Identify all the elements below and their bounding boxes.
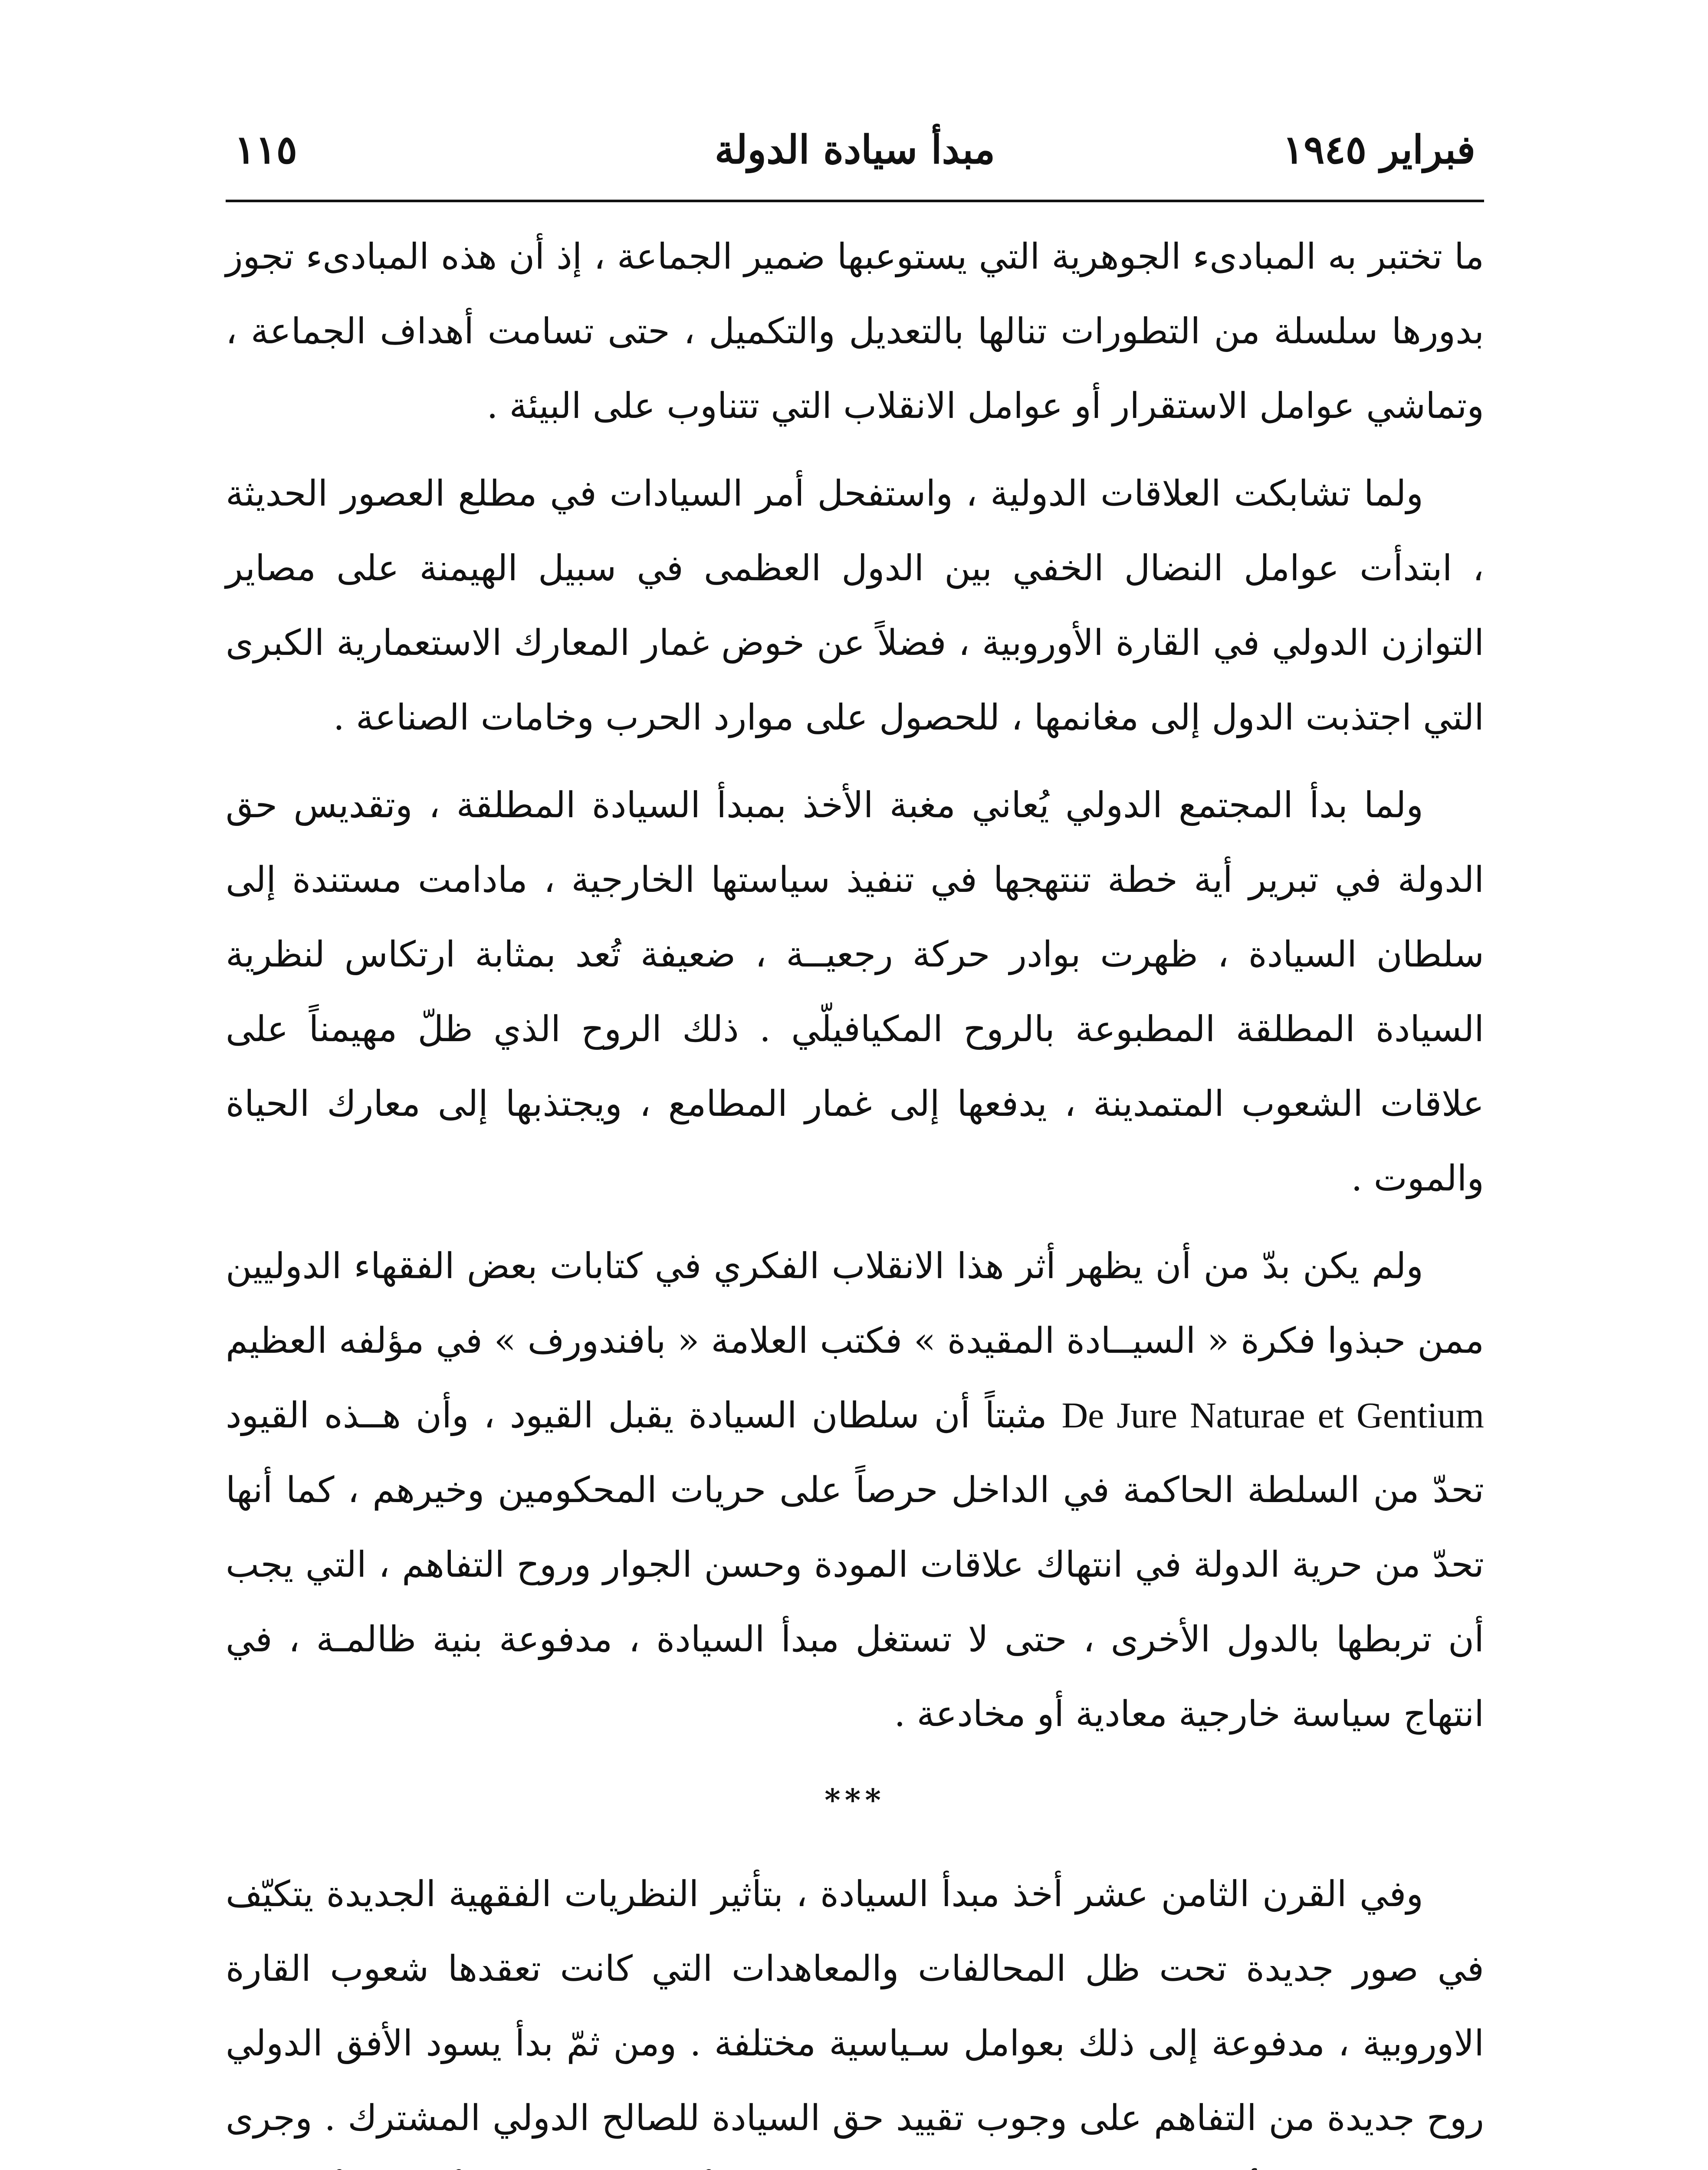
- section-separator: ***: [824, 1782, 885, 1818]
- paragraph-2: ولما تشابكت العلاقات الدولية ، واستفحل أمر السيادات في مطلع العصور الحديثة ، ابتدأت عوامل النضال الخفي بين الدول العظمى في سبيل الهيمنة على مصاير التوازن الدولي في القارة الأوروبية ، فضلاً عن خوض غمار المعارك الاستعمارية الكبرى التي اجتذبت الدول إلى مغانمها ، للحصول على موارد الحرب وخامات الصناعة .: [226, 473, 1484, 738]
- paragraph-1: ما تختبر به المبادىء الجوهرية التي يستوعبها ضمير الجماعة ، إذ أن هذه المبادىء تجوز بدورها سلسلة من التطورات تنالها بالتعديل والتكميل ، حتى تسامت أهداف الجماعة ، وتماشي عوامل الاستقرار أو عوامل الانقلاب التي تتناوب على البيئة .: [226, 236, 1484, 427]
- running-header: [226, 108, 1484, 191]
- paragraph-3: ولما بدأ المجتمع الدولي يُعاني مغبة الأخذ بمبدأ السيادة المطلقة ، وتقديس حق الدولة في تبرير أية خطة تنتهجها في تنفيذ سياستها الخارجية ، مادامت مستندة إلى سلطان السيادة ، ظهرت بوادر حركة رجعيــة ، ضعيفة تُعد بمثابة ارتكاس لنظرية السيادة المطلقة المطبوعة بالروح المكيافيلّي . ذلك الروح الذي ظلّ مهيمناً على علاقات الشعوب المتمدينة ، يدفعها إلى غمار المطامع ، ويجتذبها إلى معارك الحياة والموت .: [226, 785, 1484, 1199]
- header-date: فبراير ١٩٤٥: [1282, 127, 1475, 173]
- paragraph-4: [226, 1229, 1484, 1752]
- header-title: مبدأ سيادة الدولة: [714, 127, 995, 173]
- latin-book-title: De Jure Naturae et Gentium: [1061, 1395, 1484, 1436]
- paragraph-4-part-1: ولم يكن بدّ من أن يظهر أثر هذا الانقلاب الفكري في كتابات بعض الفقهاء الدوليين ممن حبذوا فكرة « السيــادة المقيدة » فكتب العلامة « بافندورف » في مؤلفه العظيم: [226, 1246, 1484, 1361]
- page-number: ١١٥: [234, 127, 298, 173]
- paragraph-5: وفي القرن الثامن عشر أخذ مبدأ السيادة ، بتأثير النظريات الفقهية الجديدة يتكيّف في صور جديدة تحت ظل المحالفات والمعاهدات التي كانت تعقدها شعوب القارة الاوروبية ، مدفوعة إلى ذلك بعوامل سـياسية مختلفة . ومن ثمّ بدأ يسود الأفق الدولي روح جديدة من التفاهم على وجوب تقييد حق السيادة للصالح الدولي المشترك . وجرى: [226, 1874, 1484, 2139]
- document-page: [226, 108, 1484, 2170]
- header-rule: [226, 200, 1484, 202]
- paragraph-4-part-2: مثبتاً أن سلطان السيادة يقبل القيود ، وأن هــذه القيود تحدّ من السلطة الحاكمة في الداخل حرصاً على حريات المحكومين وخيرهم ، كما أنها تحدّ من حرية الدولة في انتهاك علاقات المودة وحسن الجوار وروح التفاهم ، التي يجب أن تربطها بالدول الأخرى ، حتى لا تستغل مبدأ السيادة ، مدفوعة بنية ظالمـة ، في انتهاج سياسة خارجية معادية أو مخادعة .: [226, 1395, 1484, 1735]
